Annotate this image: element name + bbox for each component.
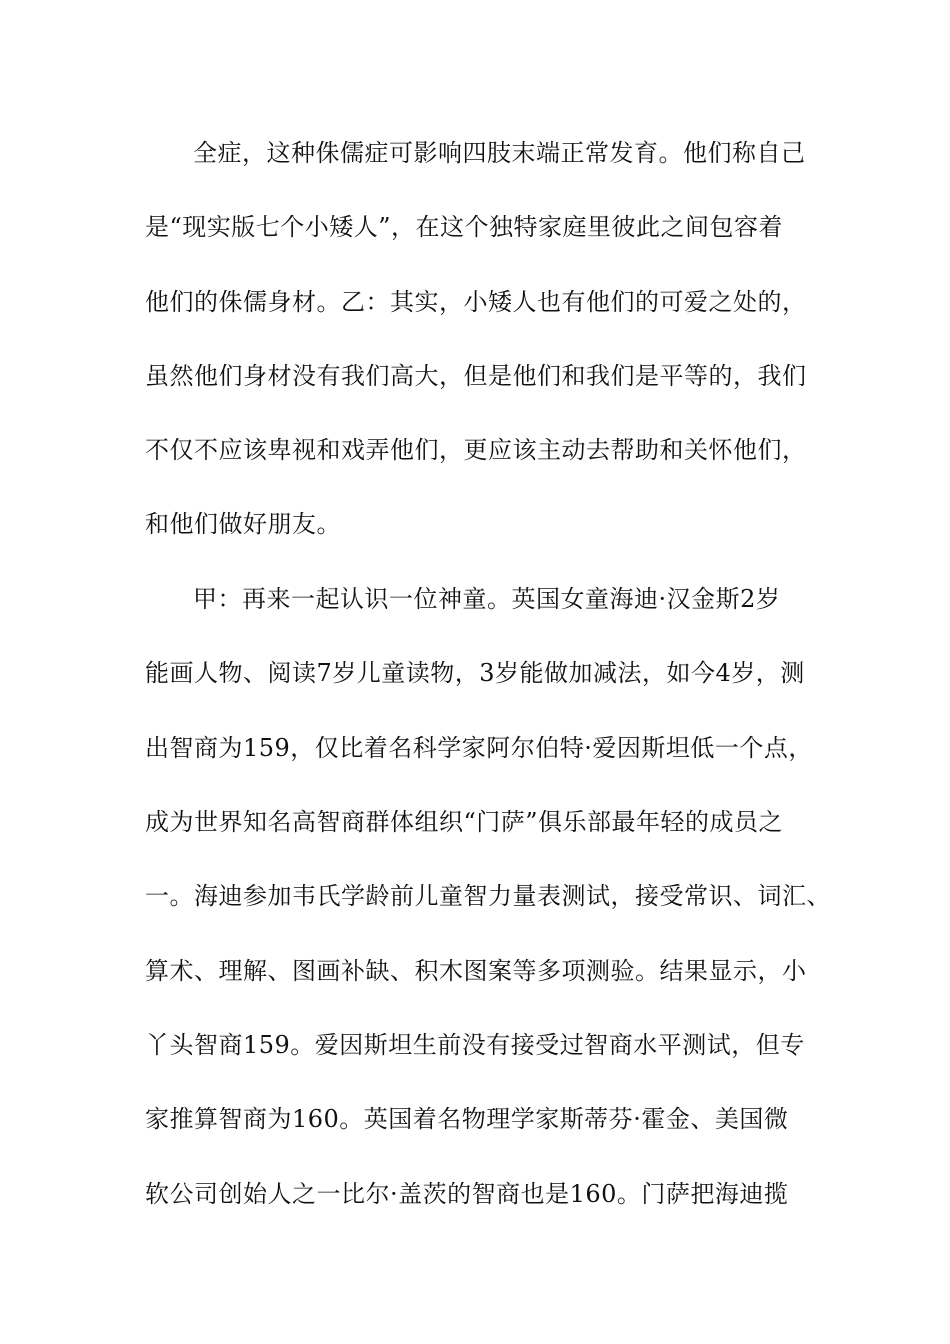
- text-line: 出智商为159，仅比着名科学家阿尔伯特·爱因斯坦低一个点，: [145, 734, 813, 762]
- text-line: 和他们做好朋友。: [145, 510, 341, 538]
- text-line: 丫头智商159。爱因斯坦生前没有接受过智商水平测试，但专: [145, 1031, 805, 1059]
- text-line: 虽然他们身材没有我们高大，但是他们和我们是平等的，我们: [145, 362, 807, 390]
- text-line: 全症，这种侏儒症可影响四肢末端正常发育。他们称自己: [193, 139, 806, 167]
- text-line: 不仅不应该卑视和戏弄他们，更应该主动去帮助和关怀他们，: [145, 436, 807, 464]
- text-line: 是“现实版七个小矮人”，在这个独特家庭里彼此之间包容着: [145, 213, 784, 241]
- text-line: 成为世界知名高智商群体组织“门萨”俱乐部最年轻的成员之: [145, 808, 784, 836]
- text-line: 他们的侏儒身材。乙：其实，小矮人也有他们的可爱之处的，: [145, 288, 807, 316]
- text-line: 一。海迪参加韦氏学龄前儿童智力量表测试，接受常识、词汇、: [145, 882, 831, 910]
- text-line: 软公司创始人之一比尔·盖茨的智商也是160。门萨把海迪揽: [145, 1180, 789, 1208]
- text-line: 甲：再来一起认识一位神童。英国女童海迪·汉金斯2岁: [193, 585, 781, 613]
- text-line: 算术、理解、图画补缺、积木图案等多项测验。结果显示，小: [145, 957, 807, 985]
- text-line: 家推算智商为160。英国着名物理学家斯蒂芬·霍金、美国微: [145, 1105, 789, 1133]
- text-line: 能画人物、阅读7岁儿童读物，3岁能做加减法，如今4岁，测: [145, 659, 805, 687]
